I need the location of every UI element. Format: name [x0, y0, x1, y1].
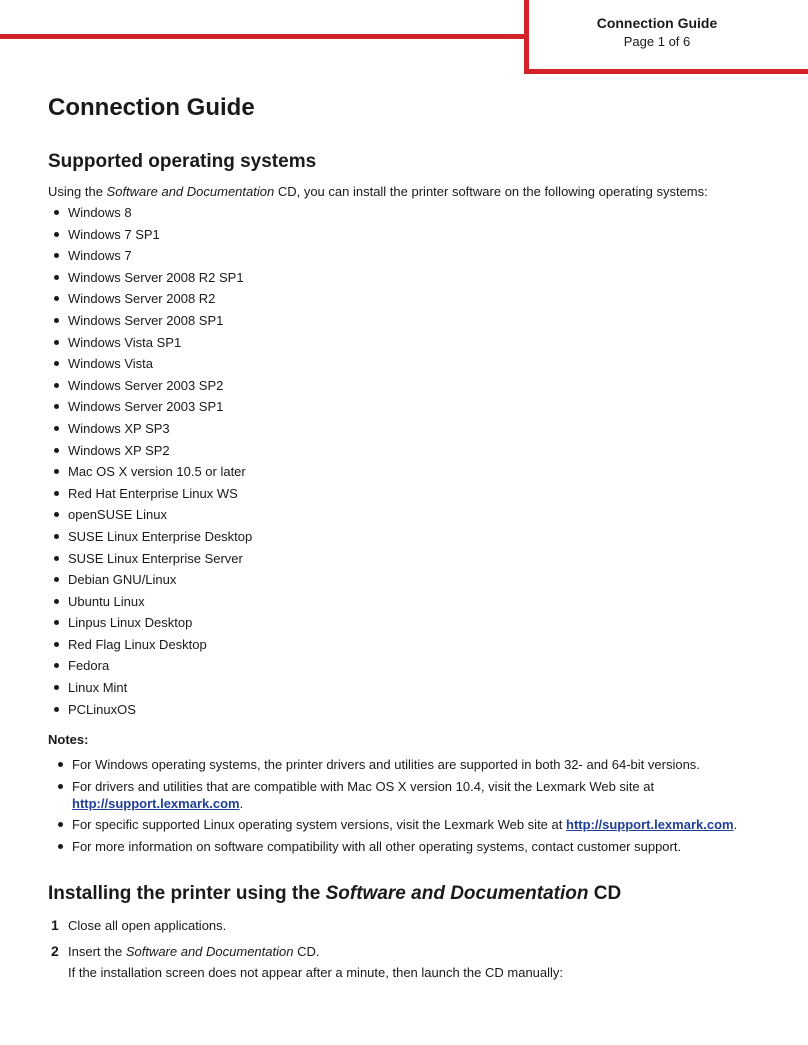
os-list-item: openSUSE Linux — [48, 504, 768, 526]
os-list-item: Debian GNU/Linux — [48, 569, 768, 591]
os-list-item: Linux Mint — [48, 677, 768, 699]
os-list-item: Windows Server 2008 R2 — [48, 288, 768, 310]
header-page-number: Page 1 of 6 — [623, 34, 691, 49]
os-list-item: SUSE Linux Enterprise Desktop — [48, 526, 768, 548]
header-rule-horizontal — [0, 34, 528, 39]
os-list-item: Linpus Linux Desktop — [48, 612, 768, 634]
os-list-item: PCLinuxOS — [48, 699, 768, 721]
os-list-item: Fedora — [48, 655, 768, 677]
intro-paragraph — [48, 182, 768, 202]
note-punctuation: . — [239, 795, 244, 811]
os-list-item: Mac OS X version 10.5 or later — [48, 461, 768, 483]
notes-label: Notes: — [48, 732, 89, 748]
heading-italic: Software and Documentation — [325, 882, 589, 904]
header-title: Connection Guide — [596, 15, 718, 31]
support-link[interactable]: http://support.lexmark.com — [566, 817, 734, 833]
document-body — [48, 91, 768, 988]
os-list-item: Windows 7 SP1 — [48, 224, 768, 246]
os-list-item: Windows XP SP2 — [48, 440, 768, 462]
note-text: For drivers and utilities that are compatible with Mac OS X version 10.4, visit the Lexmark Web site at — [72, 778, 655, 794]
step-item — [48, 915, 768, 936]
os-list-item: Windows 8 — [48, 202, 768, 224]
note-item — [48, 838, 768, 855]
notes-list — [48, 756, 768, 855]
os-list-item: Windows Server 2003 SP2 — [48, 375, 768, 397]
note-item — [48, 816, 768, 833]
intro-text: Using the — [48, 184, 107, 199]
note-text: For Windows operating systems, the printer drivers and utilities are supported in both 32- and 64-bit versions. — [72, 757, 700, 773]
intro-text-end: CD, you can install the printer software on the following operating systems: — [274, 184, 708, 199]
os-list — [48, 202, 768, 720]
heading-text: Installing the printer using the — [48, 882, 326, 904]
os-list-item: Windows 7 — [48, 245, 768, 267]
note-text: For specific supported Linux operating system versions, visit the Lexmark Web site at — [72, 817, 563, 833]
step-text-end: CD. — [293, 943, 320, 959]
os-list-item: Ubuntu Linux — [48, 591, 768, 613]
step-italic: Software and Documentation — [125, 943, 294, 959]
section-heading-supported-os: Supported operating systems — [48, 151, 317, 172]
header-rule-vertical — [524, 0, 529, 74]
header-rule-bottom — [524, 69, 808, 74]
note-item — [48, 756, 768, 773]
page-title: Connection Guide — [48, 94, 255, 121]
note-item — [48, 778, 768, 812]
step-text: Insert the — [68, 943, 126, 959]
os-list-item: Red Hat Enterprise Linux WS — [48, 483, 768, 505]
os-list-item: Windows Vista SP1 — [48, 332, 768, 354]
step-subtext: If the installation screen does not appear after a minute, then launch the CD manually: — [68, 964, 564, 980]
section-heading-installing — [48, 881, 768, 907]
os-list-item: SUSE Linux Enterprise Server — [48, 548, 768, 570]
step-number: 1 — [51, 916, 59, 933]
os-list-item: Red Flag Linux Desktop — [48, 634, 768, 656]
support-link[interactable]: http://support.lexmark.com — [72, 795, 240, 811]
os-list-item: Windows Server 2003 SP1 — [48, 396, 768, 418]
note-punctuation: . — [733, 817, 738, 833]
os-list-item: Windows Server 2008 SP1 — [48, 310, 768, 332]
steps-list — [48, 915, 768, 983]
os-list-item: Windows Server 2008 R2 SP1 — [48, 267, 768, 289]
step-number: 2 — [51, 942, 59, 959]
step-item — [48, 941, 768, 983]
os-list-item: Windows Vista — [48, 353, 768, 375]
os-list-item: Windows XP SP3 — [48, 418, 768, 440]
note-text: For more information on software compatibility with all other operating systems, contact customer support. — [72, 838, 682, 854]
step-text: Close all open applications. — [68, 917, 227, 933]
intro-italic: Software and Documentation — [106, 184, 275, 199]
heading-text-end: CD — [588, 882, 622, 904]
